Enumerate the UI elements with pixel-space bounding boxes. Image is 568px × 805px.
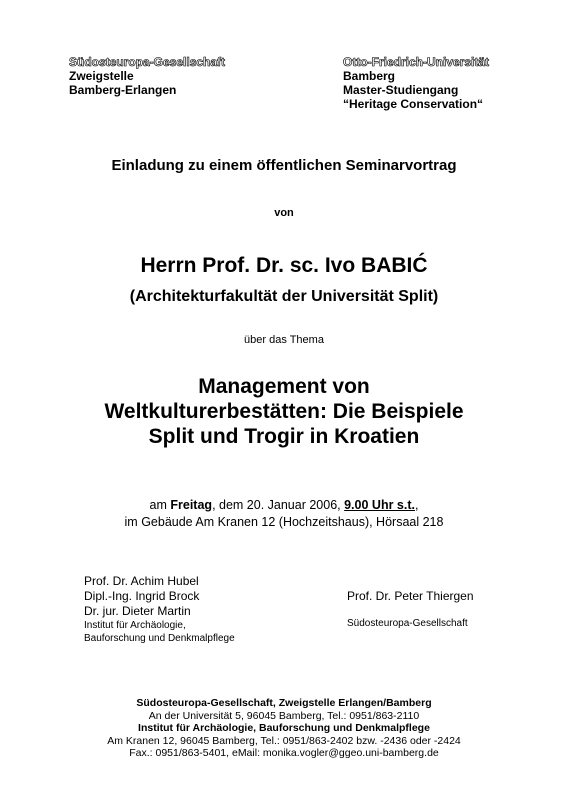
org-line-1-left: Zweigstelle xyxy=(69,69,134,83)
topic-block xyxy=(0,374,568,449)
header-left xyxy=(69,55,225,97)
org-line-3-right: “Heritage Conservation“ xyxy=(343,97,484,111)
org-line-2-left: Bamberg-Erlangen xyxy=(69,83,177,97)
org-line-2-right: Master-Studiengang xyxy=(343,83,459,97)
event-weekday: Freitag xyxy=(170,498,213,512)
event-info xyxy=(0,497,568,531)
topic-line-2: Weltkulturerbestätten: Die Beispiele xyxy=(104,400,464,423)
event-time: 9.00 Uhr s.t. xyxy=(344,498,415,512)
speaker-name: Herrn Prof. Dr. sc. Ivo BABIĆ xyxy=(140,254,428,277)
host-person-3: Dr. jur. Dieter Martin xyxy=(84,604,191,618)
host-institute-right: Südosteuropa-Gesellschaft xyxy=(347,618,468,629)
event-date: , dem 20. Januar 2006, xyxy=(212,498,341,512)
event-date-line xyxy=(0,497,568,514)
footer-line-2: An der Universität 5, 96045 Bamberg, Tel.: 0951/863-2110 xyxy=(148,709,420,722)
event-location: im Gebäude Am Kranen 12 (Hochzeitshaus), Hörsaal 218 xyxy=(124,515,444,529)
header-right xyxy=(343,55,489,111)
footer xyxy=(0,697,568,760)
hosts-right xyxy=(347,589,474,630)
topic-intro: über das Thema xyxy=(244,334,324,346)
host-institute-line-1: Institut für Archäologie, xyxy=(84,620,186,631)
footer-line-5: Fax.: 0951/863-5401, eMail: monika.vogler@ggeo.uni-bamberg.de xyxy=(129,747,439,759)
von-text: von xyxy=(274,207,294,219)
event-suffix: , xyxy=(414,498,419,512)
invitation-heading: Einladung zu einem öffentlichen Seminarvortrag xyxy=(111,157,457,174)
org-name-left: Südosteuropa-Gesellschaft xyxy=(69,55,226,69)
topic-line-3: Split und Trogir in Kroatien xyxy=(148,425,420,448)
host-person-1: Prof. Dr. Achim Hubel xyxy=(84,574,199,588)
host-person-2: Dipl.-Ing. Ingrid Brock xyxy=(84,589,200,603)
footer-line-3: Institut für Archäologie, Bauforschung und Denkmalpflege xyxy=(138,722,430,734)
hosts-left xyxy=(84,574,235,645)
topic-line-1: Management von xyxy=(198,375,370,398)
footer-line-4: Am Kranen 12, 96045 Bamberg, Tel.: 0951/863-2402 bzw. -2436 oder -2424 xyxy=(107,734,461,747)
footer-line-1: Südosteuropa-Gesellschaft, Zweigstelle Erlangen/Bamberg xyxy=(136,697,432,709)
speaker-affiliation: (Architekturfakultät der Universität Split) xyxy=(129,288,439,305)
org-line-1-right: Bamberg xyxy=(343,69,396,83)
host-institute-line-2: Bauforschung und Denkmalpflege xyxy=(84,633,235,644)
host-person-right: Prof. Dr. Peter Thiergen xyxy=(347,589,474,603)
org-name-right: Otto-Friedrich-Universität xyxy=(343,55,490,69)
event-prefix: am xyxy=(149,498,167,512)
